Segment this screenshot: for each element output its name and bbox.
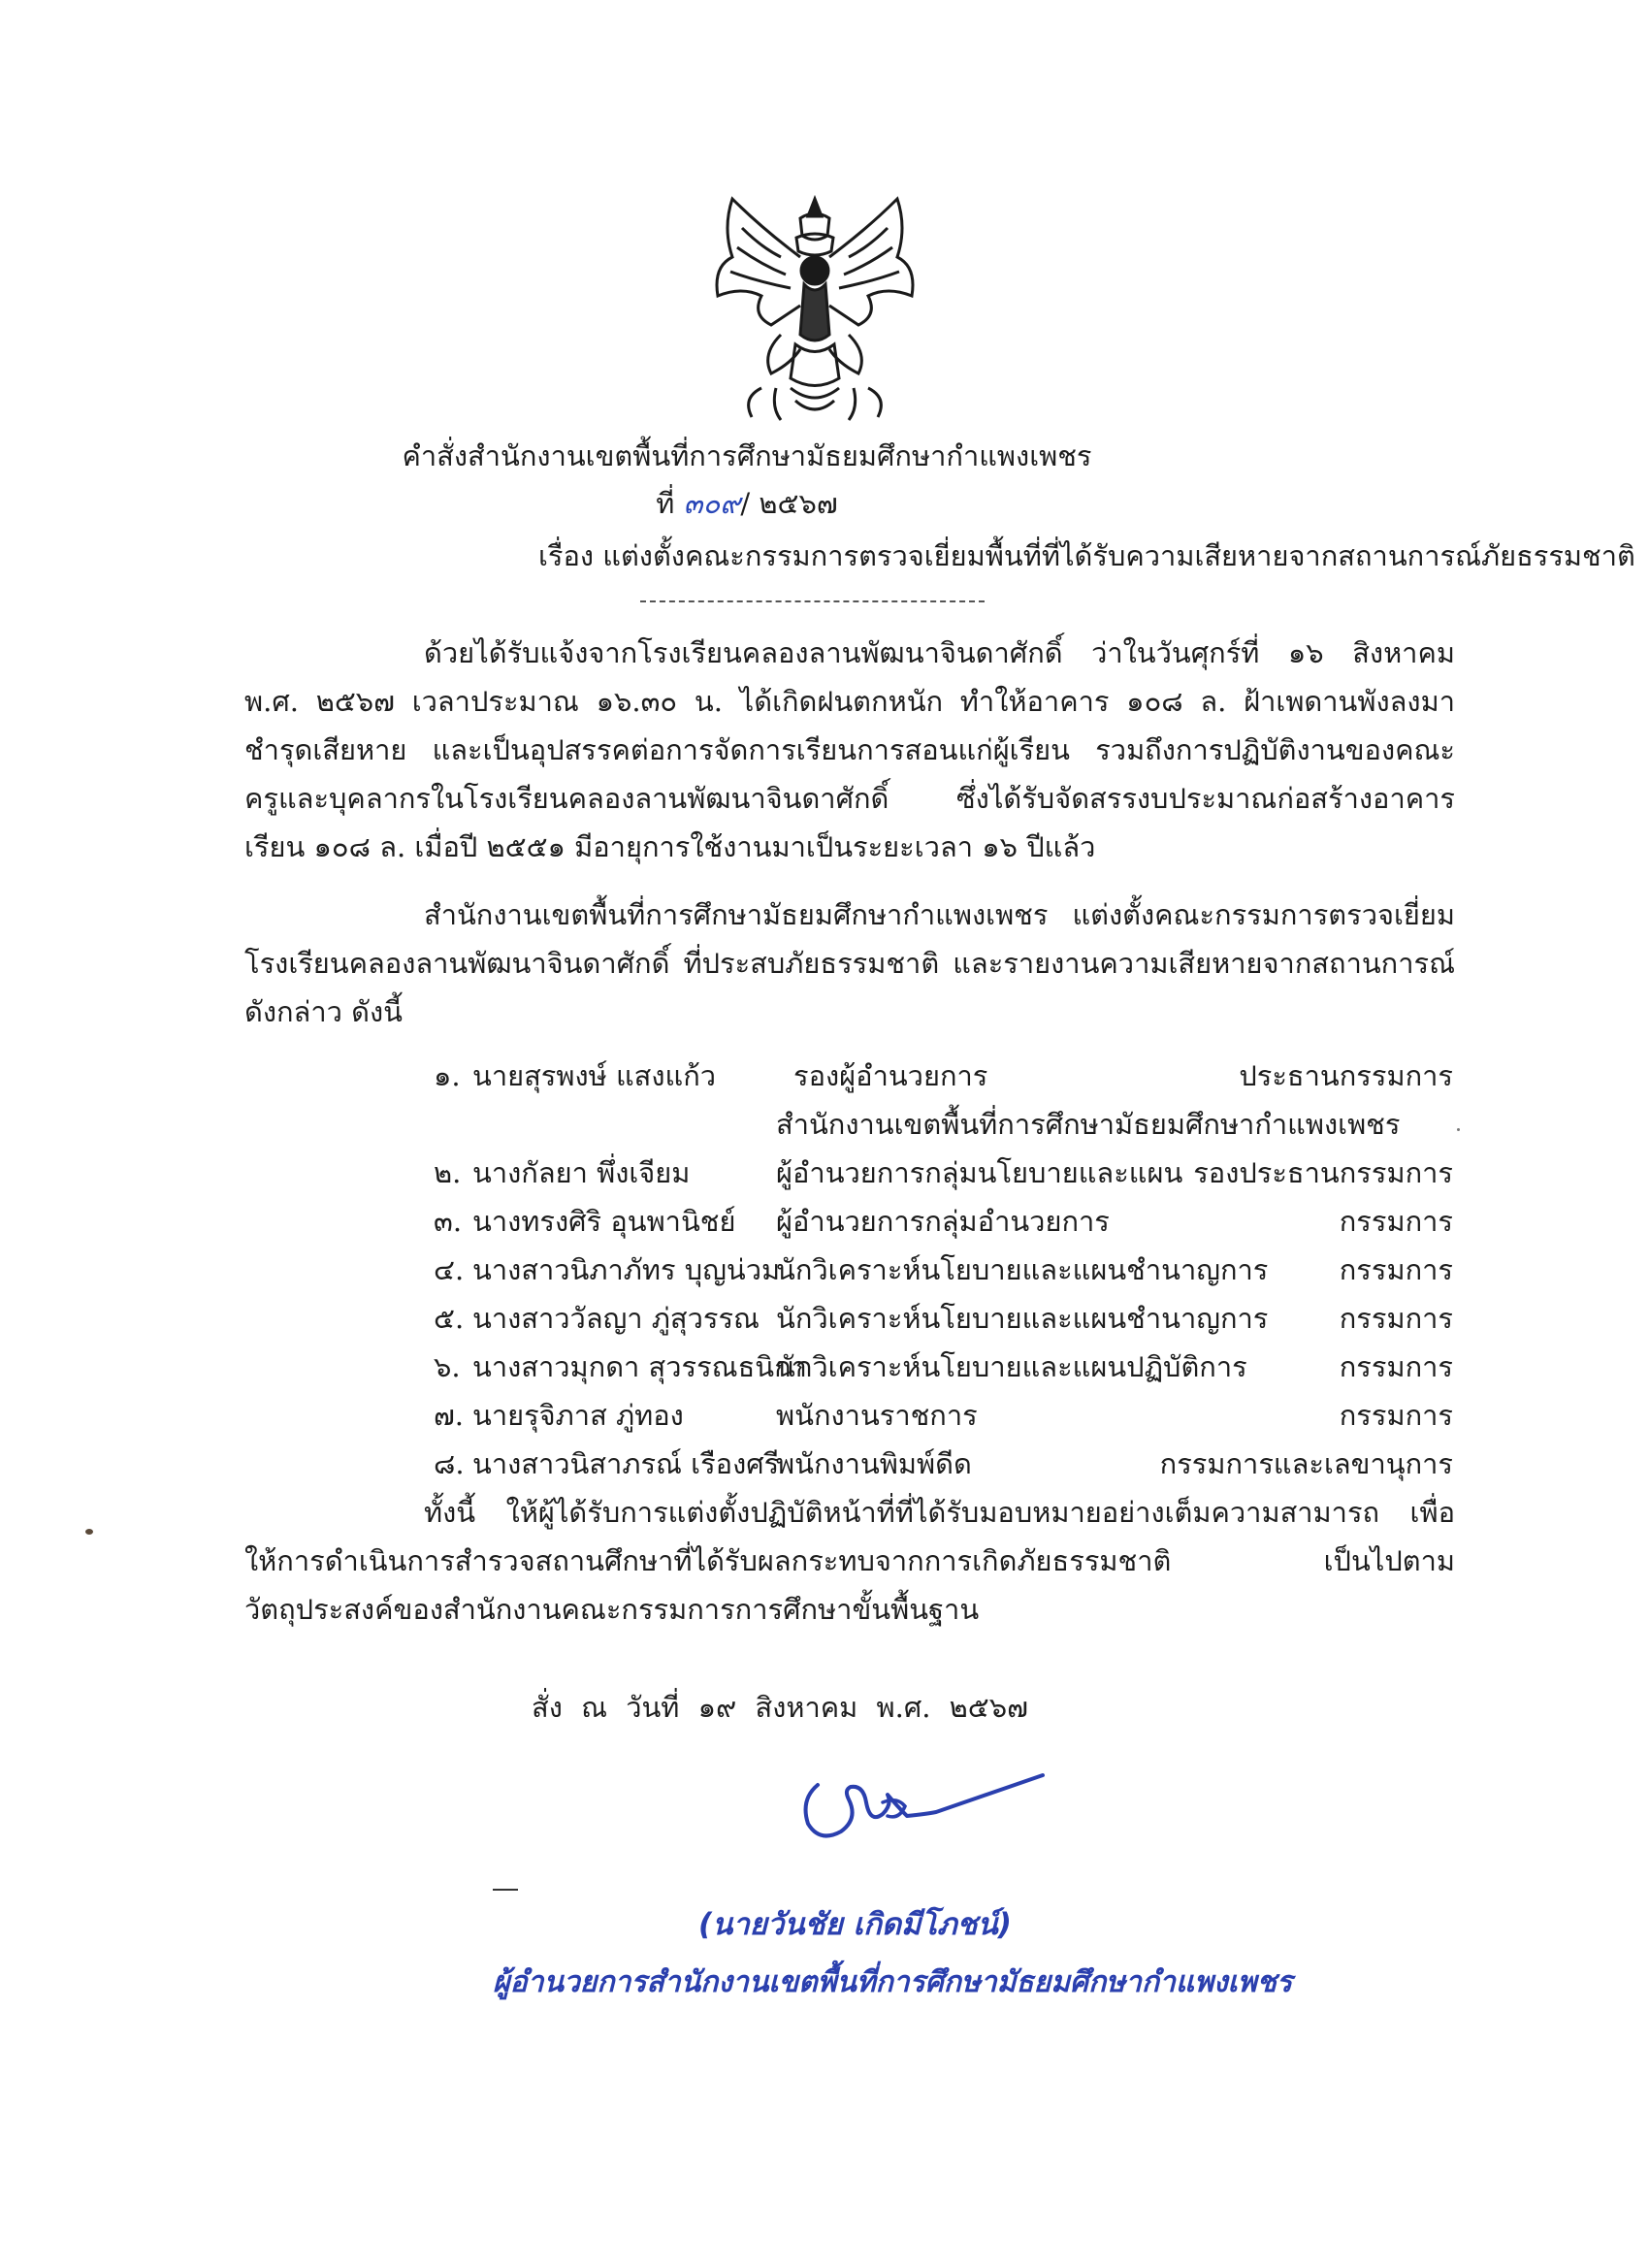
member-position-line-2: สำนักงานเขตพื้นที่การศึกษามัธยมศึกษากำแพงเพชร — [776, 1108, 1401, 1141]
member-number: ๗. — [434, 1399, 465, 1432]
committee-member-row — [0, 1294, 1649, 1343]
member-role: กรรมการ — [1339, 1205, 1453, 1238]
paragraph-3-text: ทั้งนี้ ให้ผู้ได้รับการแต่งตั้งปฏิบัติหน้าที่ที่ได้รับมอบหมายอย่างเต็มความสามารถ เพื่อให้การดำเนินการสำรวจสถานศึกษาที่ได้รับผลกระทบจากการเกิดภัยธรรมชาติ เป็นไปตามวัตถุประสงค์ของสำนักงานคณะกรรมการการศึกษาขั้นพื้นฐาน — [244, 1496, 1455, 1626]
order-number — [0, 484, 1494, 523]
member-role: กรรมการ — [1339, 1399, 1453, 1432]
order-dateline: สั่ง ณ วันที่ ๑๙ สิงหาคม พ.ศ. ๒๕๖๗ — [532, 1691, 1028, 1724]
order-title: คำสั่งสำนักงานเขตพื้นที่การศึกษามัธยมศึกษากำแพงเพชร — [402, 439, 1092, 472]
order-number-prefix: ที่ — [656, 487, 675, 520]
member-name: นายสุรพงษ์ แสงแก้ว — [472, 1059, 717, 1092]
committee-member-row — [0, 1440, 1649, 1488]
member-number: ๕. — [434, 1302, 465, 1335]
member-role: กรรมการและเลขานุการ — [1159, 1447, 1453, 1480]
member-position: รองผู้อำนวยการ — [793, 1059, 988, 1092]
member-position: ผู้อำนวยการกลุ่มอำนวยการ — [776, 1205, 1110, 1238]
member-position: นักวิเคราะห์นโยบายและแผนปฏิบัติการ — [776, 1350, 1247, 1383]
member-position: นักวิเคราะห์นโยบายและแผนชำนาญการ — [776, 1253, 1269, 1286]
member-name: นางสาวนิภาภัทร บุญน่วม — [472, 1253, 781, 1286]
member-role: รองประธานกรรมการ — [1193, 1156, 1453, 1189]
member-number: ๑. — [434, 1059, 461, 1092]
member-role: กรรมการ — [1339, 1302, 1453, 1335]
member-name: นางสาวนิสาภรณ์ เรืองศรี — [472, 1447, 780, 1480]
member-number: ๘. — [434, 1447, 465, 1480]
member-position: พนักงานราชการ — [776, 1399, 978, 1432]
handwritten-signature-icon — [791, 1746, 1052, 1853]
ink-speck — [1457, 1128, 1460, 1131]
member-name: นางทรงศิริ อุนพานิชย์ — [472, 1205, 736, 1238]
paragraph-instruction — [244, 1488, 1455, 1634]
member-name: นางสาววัลญา ภู่สุวรรณ — [472, 1302, 760, 1335]
paragraph-background — [244, 629, 1455, 871]
member-number: ๒. — [434, 1156, 462, 1189]
committee-member-row — [0, 1391, 1649, 1440]
paragraph-appointment — [244, 891, 1455, 1036]
committee-member-row-continuation — [0, 1100, 1649, 1149]
member-name: นายรุจิภาส ภู่ทอง — [472, 1399, 684, 1432]
committee-member-row — [0, 1246, 1649, 1294]
member-role: กรรมการ — [1339, 1350, 1453, 1383]
member-position: พนักงานพิมพ์ดีด — [776, 1447, 972, 1480]
signer-name: (นายวันชัย เกิดมีโภชน์) — [698, 1907, 1012, 1942]
order-number-handwritten: ๓๐๙ — [683, 487, 741, 520]
ink-speck — [85, 1529, 93, 1535]
garuda-emblem-icon — [703, 189, 926, 422]
member-role: กรรมการ — [1339, 1253, 1453, 1286]
paragraph-1-text: ด้วยได้รับแจ้งจากโรงเรียนคลองลานพัฒนาจินดาศักดิ์ ว่าในวันศุกร์ที่ ๑๖ สิงหาคม พ.ศ. ๒๕๖๗ เวลาประมาณ ๑๖.๓๐ น. ได้เกิดฝนตกหนัก ทำให้อาคาร ๑๐๘ ล. ฝ้าเพดานพังลงมา ชำรุดเสียหาย และเป็นอุปสรรคต่อการจัดการเรียนการสอนแก่ผู้เรียน รวมถึงการปฏิบัติงานของคณะครูและบุคลากรในโรงเรียนคลองลานพัฒนาจินดาศักดิ์ ซึ่งได้รับจัดสรรงบประมาณก่อสร้างอาคารเรียน ๑๐๘ ล. เมื่อปี ๒๕๕๑ มีอายุการใช้งานมาเป็นระยะเวลา ๑๖ ปีแล้ว — [244, 636, 1455, 863]
member-position: นักวิเคราะห์นโยบายและแผนชำนาญการ — [776, 1302, 1269, 1335]
order-number-suffix: / ๒๕๖๗ — [740, 487, 838, 520]
pen-stroke-mark — [493, 1889, 518, 1891]
member-role: ประธานกรรมการ — [1239, 1059, 1453, 1092]
committee-member-row — [0, 1149, 1649, 1197]
member-number: ๓. — [434, 1205, 463, 1238]
member-position: ผู้อำนวยการกลุ่มนโยบายและแผน — [776, 1156, 1183, 1189]
committee-member-row — [0, 1052, 1649, 1100]
committee-member-row — [0, 1197, 1649, 1246]
committee-member-row — [0, 1343, 1649, 1391]
order-subject: เรื่อง แต่งตั้งคณะกรรมการตรวจเยี่ยมพื้นที่ที่ได้รับความเสียหายจากสถานการณ์ภัยธรรมชาติ — [538, 539, 1635, 572]
member-name: นางกัลยา พึ่งเจียม — [472, 1156, 691, 1189]
member-name: นางสาวมุกดา สุวรรณธนิกา — [472, 1350, 807, 1383]
separator-rule — [640, 600, 985, 602]
member-number: ๖. — [434, 1350, 461, 1383]
paragraph-2-text: สำนักงานเขตพื้นที่การศึกษามัธยมศึกษากำแพงเพชร แต่งตั้งคณะกรรมการตรวจเยี่ยมโรงเรียนคลองลานพัฒนาจินดาศักดิ์ ที่ประสบภัยธรรมชาติ และรายงานความเสียหายจากสถานการณ์ดังกล่าว ดังนี้ — [244, 898, 1455, 1028]
member-number: ๔. — [434, 1253, 465, 1286]
signer-title: ผู้อำนวยการสำนักงานเขตพื้นที่การศึกษามัธยมศึกษากำแพงเพชร — [493, 1965, 1293, 1999]
